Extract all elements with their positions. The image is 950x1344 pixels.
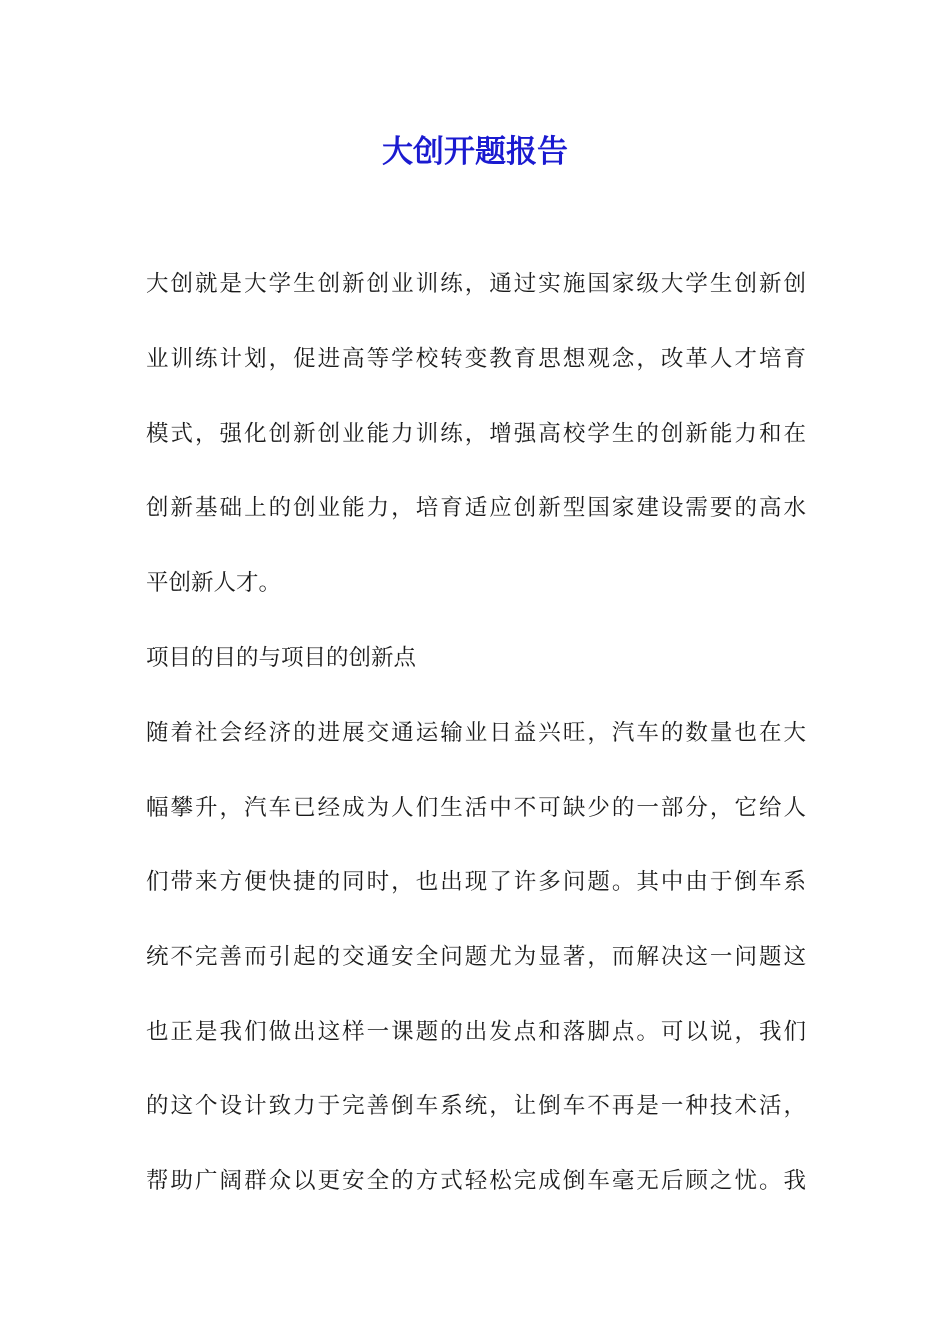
body-line-4: 创新基础上的创业能力，培育适应创新型国家建设需要的高水 xyxy=(146,495,806,521)
body-line-11: 也正是我们做出这样一课题的出发点和落脚点。可以说，我们 xyxy=(146,1019,806,1045)
body-line-10: 统不完善而引起的交通安全问题尤为显著，而解决这一问题这 xyxy=(146,944,806,970)
body-line-5: 平创新人才。 xyxy=(146,570,282,596)
body-line-7: 随着社会经济的进展交通运输业日益兴旺，汽车的数量也在大 xyxy=(146,720,806,746)
body-line-3: 模式，强化创新创业能力训练，增强高校学生的创新能力和在 xyxy=(146,421,806,447)
body-line-1: 大创就是大学生创新创业训练，通过实施国家级大学生创新创 xyxy=(146,271,806,297)
section-heading: 项目的目的与项目的创新点 xyxy=(146,645,417,671)
document-title: 大创开题报告 xyxy=(382,134,568,170)
body-line-9: 们带来方便快捷的同时，也出现了许多问题。其中由于倒车系 xyxy=(146,869,806,895)
body-line-8: 幅攀升，汽车已经成为人们生活中不可缺少的一部分，它给人 xyxy=(146,795,806,821)
body-line-13: 帮助广阔群众以更安全的方式轻松完成倒车毫无后顾之忧。我 xyxy=(146,1168,806,1194)
body-line-12: 的这个设计致力于完善倒车系统，让倒车不再是一种技术活， xyxy=(146,1093,806,1119)
body-line-2: 业训练计划，促进高等学校转变教育思想观念，改革人才培育 xyxy=(146,346,806,372)
